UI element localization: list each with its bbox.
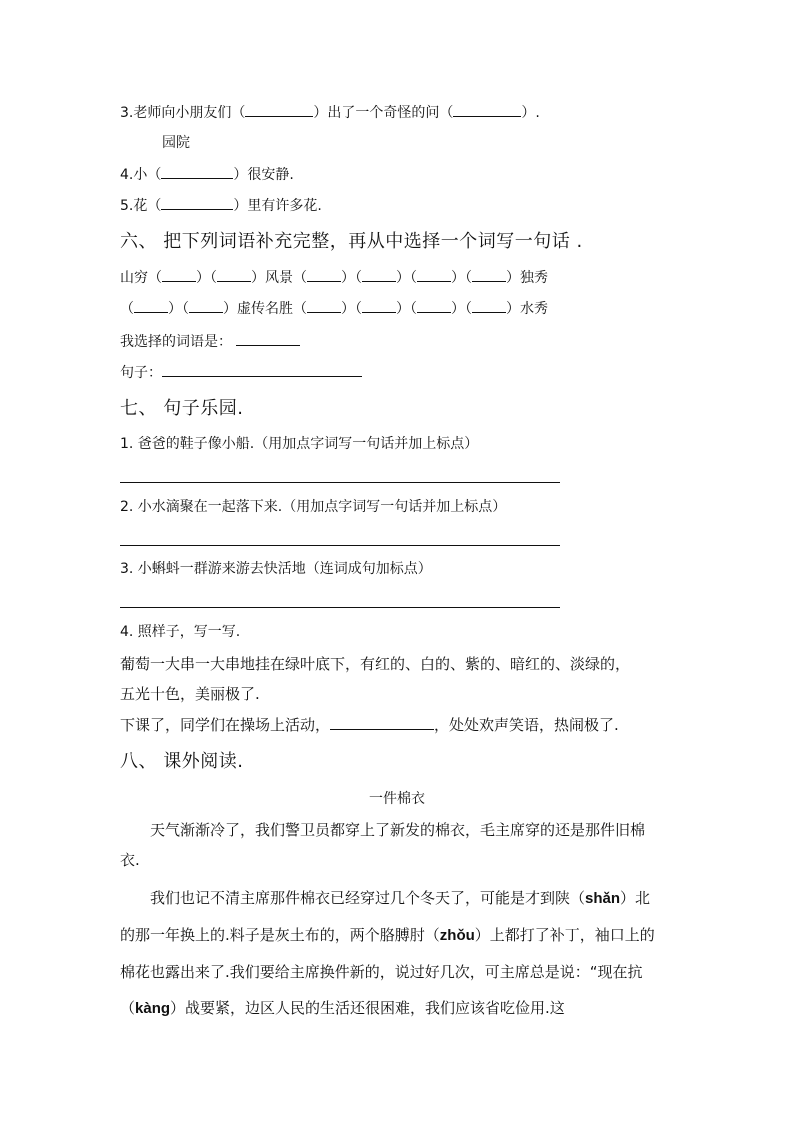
answer-blank[interactable] [189, 298, 223, 313]
q-text: 4.小（ [120, 167, 162, 183]
sentence-row [120, 362, 362, 383]
question-5-4 [120, 164, 294, 185]
question-7-2: 2. 小水滴聚在一起落下来.（用加点字词写一句话并加上标点） [120, 499, 507, 515]
passage-paragraph-1: 天气渐渐冷了，我们警卫员都穿上了新发的棉衣，毛主席穿的还是那件旧棉衣. [120, 821, 646, 869]
question-5-3 [120, 102, 540, 123]
imitation-task [120, 715, 619, 735]
answer-blank[interactable] [134, 298, 168, 313]
q-text: ）出了一个奇怪的问（ [313, 105, 454, 121]
idiom-text: ）风景（ [251, 270, 307, 286]
task-text: ，处处欢声笑语，热闹极了. [434, 716, 619, 734]
pinyin: kàng [135, 1000, 171, 1017]
sentence-label: 句子： [120, 365, 162, 381]
idiom-text: ）（ [341, 270, 362, 286]
section-6-heading: 六、 把下列词语补充完整，再从中选择一个词写一句话 . [120, 231, 583, 252]
answer-blank[interactable] [453, 102, 521, 117]
idiom-text: ）独秀 [506, 270, 548, 286]
answer-blank[interactable] [161, 164, 233, 179]
section-7-heading: 七、 句子乐园. [120, 398, 244, 419]
q-text: ）里有许多花. [233, 198, 322, 214]
answer-blank[interactable] [417, 298, 451, 313]
idiom-text: （ [120, 301, 134, 317]
answer-blank[interactable] [245, 102, 313, 117]
q-text: 3.老师向小朋友们（ [120, 105, 246, 121]
example-line-2: 五光十色，美丽极了. [120, 685, 260, 703]
answer-blank[interactable] [362, 267, 396, 282]
idiom-text: ）（ [341, 301, 362, 317]
question-7-4: 4. 照样子，写一写. [120, 624, 241, 640]
idiom-text: ）水秀 [506, 301, 548, 317]
answer-blank[interactable] [161, 195, 233, 210]
q-text: 5.花（ [120, 198, 162, 214]
answer-blank[interactable] [362, 298, 396, 313]
q-text: ）很安静. [233, 167, 294, 183]
pinyin: zhǒu [439, 927, 475, 944]
imitation-blank[interactable] [330, 715, 434, 730]
answer-blank[interactable] [472, 267, 506, 282]
task-text: 下课了，同学们在操场上活动， [120, 716, 331, 734]
answer-blank[interactable] [307, 298, 341, 313]
idiom-row-1 [120, 267, 548, 288]
idiom-text: ）（ [396, 301, 417, 317]
answer-line-2[interactable] [120, 545, 560, 546]
chosen-word-row [120, 331, 300, 352]
question-7-1: 1. 爸爸的鞋子像小船.（用加点字词写一句话并加上标点） [120, 436, 479, 452]
pinyin: shǎn [585, 890, 621, 907]
answer-blank[interactable] [217, 267, 251, 282]
q-text: ）. [521, 105, 540, 121]
question-7-3: 3. 小蝌蚪一群游来游去快活地（连词成句加标点） [120, 561, 432, 577]
passage-text: ）北的那一年换上的.料子是灰土布的，两个胳膊肘（ [120, 889, 651, 944]
idiom-text: ）（ [196, 270, 217, 286]
question-5-5 [120, 195, 322, 216]
passage-text: ）上都打了补丁，袖口上的棉花也露出来了.我们要给主席换件新的，说过好几次，可主席总是说：“现在抗（ [120, 926, 655, 1017]
passage-paragraph-2 [120, 880, 660, 1027]
idiom-text: ）（ [396, 270, 417, 286]
example-line-1: 葡萄一大串一大串地挂在绿叶底下，有红的、白的、紫的、暗红的、淡绿的， [120, 655, 631, 673]
sentence-blank[interactable] [162, 362, 362, 377]
idiom-text: ）（ [451, 301, 472, 317]
idiom-text: ）（ [451, 270, 472, 286]
idiom-text: ）（ [168, 301, 189, 317]
passage-text: 我们也记不清主席那件棉衣已经穿过几个冬天了，可能是才到陕（ [150, 889, 586, 907]
answer-line-1[interactable] [120, 482, 560, 483]
passage-text: ）战要紧，边区人民的生活还很困难，我们应该省吃俭用.这 [170, 999, 565, 1017]
passage-title: 一件棉衣 [369, 791, 425, 807]
section-8-heading: 八、 课外阅读. [120, 751, 244, 772]
idiom-text: 山穷（ [120, 270, 162, 286]
answer-blank[interactable] [472, 298, 506, 313]
answer-blank[interactable] [307, 267, 341, 282]
chosen-word-blank[interactable] [236, 331, 300, 346]
word-hint: 园院 [162, 135, 190, 151]
chosen-word-label: 我选择的词语是： [120, 334, 232, 350]
idiom-row-2 [120, 298, 548, 319]
idiom-text: ）虚传名胜（ [223, 301, 307, 317]
answer-blank[interactable] [417, 267, 451, 282]
answer-blank[interactable] [162, 267, 196, 282]
answer-line-3[interactable] [120, 607, 560, 608]
